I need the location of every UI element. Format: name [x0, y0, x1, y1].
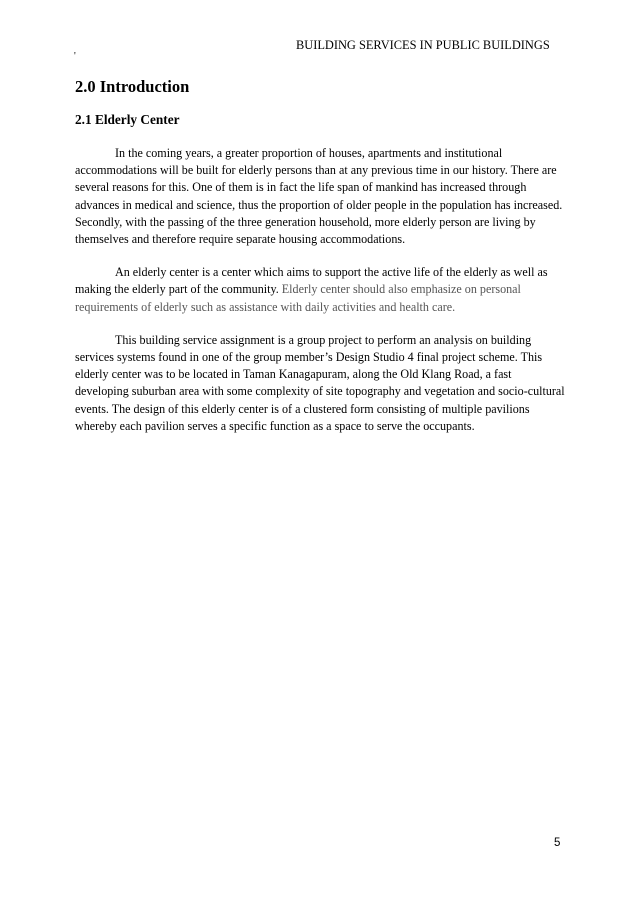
page-number: 5 [554, 837, 561, 849]
paragraph-definition-main: An elderly center is a center which aims to support the active life of the elderly as well as making the elderly part of the community. [75, 265, 548, 297]
paragraph-elderly-center-definition [75, 264, 565, 316]
paragraph-assignment-description: This building service assignment is a group project to perform an analysis on building services systems found in one of the group member’s Design Studio 4 final project scheme. This elderly center was to be located in Taman Kanagapuram, along the Old Klang Road, a fast developing suburban area with some complexity of site topography and vegetation and socio-cultural events. The design of this elderly center is of a clustered form consisting of multiple pavilions whereby each pavilion serves a specific function as a space to serve the occupants. [75, 332, 565, 433]
running-header: BUILDING SERVICES IN PUBLIC BUILDINGS [296, 38, 550, 52]
page-content [75, 76, 565, 435]
paragraph-definition-emphasis: Elderly center should also emphasize on personal requirements of elderly such as assistance with daily activities and health care. [75, 282, 521, 314]
paragraph-reasons: In the coming years, a greater proportion of houses, apartments and institutional accommodations will be built for elderly persons than at any previous time in our history. There are several reasons for this. One of them is in fact the life span of mankind has increased through advances in medical and science, thus the proportion of older people in the population has increased. Secondly, with the passing of the three generation household, more elderly person are living by themselves and therefore require separate housing accommodations. [75, 146, 563, 247]
section-heading: 2.0 Introduction [75, 77, 190, 96]
stray-apostrophe-mark: ' [74, 51, 76, 62]
subsection-heading: 2.1 Elderly Center [75, 112, 180, 127]
